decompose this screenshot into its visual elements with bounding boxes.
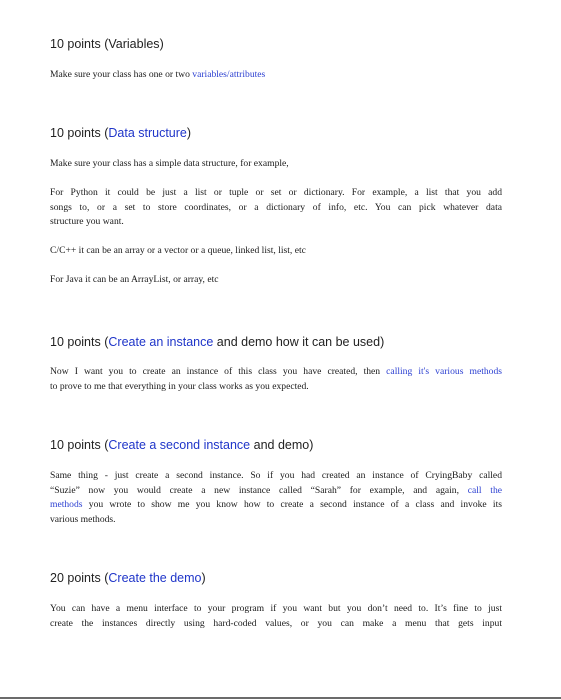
- heading-points: 10 points (: [50, 438, 109, 452]
- paragraph-text: Make sure your class has one or two: [50, 69, 193, 80]
- heading-topic: Create an instance: [108, 335, 214, 349]
- variables-attributes-link[interactable]: variables/attributes: [192, 69, 266, 80]
- heading-points: 20 points (: [50, 571, 109, 585]
- calling-methods-link[interactable]: calling it's various methods: [386, 366, 502, 377]
- paragraph-line: create the instances directly using hard-coded values, or you can make a menu that gets input: [50, 617, 502, 629]
- heading-points: 10 points (: [50, 335, 109, 349]
- paragraph-line: [50, 365, 502, 380]
- heading-suffix: ): [159, 37, 164, 51]
- paragraph-variables: [50, 68, 502, 83]
- methods-link[interactable]: methods: [50, 499, 83, 510]
- section-heading-create-demo: [50, 571, 206, 585]
- paragraph-line: songs to, or a set to store coordinates, or a dictionary of info, etc. You can pick whatever data: [50, 201, 502, 213]
- paragraph-line: to prove to me that everything in your class works as you expected.: [50, 380, 309, 392]
- heading-topic: Variables: [108, 37, 160, 51]
- heading-topic: Create a second instance: [108, 438, 251, 452]
- paragraph-line: various methods.: [50, 513, 116, 525]
- paragraph-line: You can have a menu interface to your program if you want but you don’t need to. It’s fine to just: [50, 603, 502, 614]
- paragraph-text: you wrote to show me you know how to create a second instance of a class and invoke its: [82, 499, 502, 510]
- paragraph-cpp: C/C++ it can be an array or a vector or a queue, linked list, list, etc: [50, 245, 306, 256]
- paragraph-line: For Python it could be just a list or tuple or set or dictionary. For example, a list that you add: [50, 187, 502, 198]
- paragraph-create-demo: [50, 602, 502, 631]
- heading-points: 10 points (: [50, 126, 109, 140]
- paragraph-second-instance: [50, 469, 502, 527]
- heading-suffix: and demo how it can be used): [213, 335, 385, 349]
- section-heading-data-structure: [50, 126, 191, 140]
- heading-suffix: and demo): [250, 438, 314, 452]
- section-heading-create-instance: [50, 335, 384, 349]
- call-methods-link[interactable]: call the: [467, 484, 503, 496]
- paragraph-line: [50, 484, 502, 499]
- heading-suffix: ): [186, 126, 192, 140]
- heading-topic: Data structure: [108, 126, 187, 140]
- paragraph-data-structure-intro: Make sure your class has a simple data structure, for example,: [50, 158, 289, 169]
- heading-topic: Create the demo: [108, 571, 202, 585]
- heading-points: 10 points (: [50, 37, 109, 51]
- page-bottom-edge: [0, 697, 561, 699]
- paragraph-text: Now I want you to create an instance of this class you have created, then: [50, 366, 387, 377]
- paragraph-create-instance: [50, 365, 502, 394]
- heading-suffix: ): [201, 571, 206, 585]
- paragraph-text: “Suzie” now you would create a new instance called “Sarah” for example, and again,: [50, 484, 468, 496]
- section-heading-second-instance: [50, 438, 313, 452]
- paragraph-python: [50, 186, 502, 230]
- paragraph-java: For Java it can be an ArrayList, or array, etc: [50, 274, 219, 285]
- section-heading-variables: [50, 37, 164, 51]
- paragraph-line: Same thing - just create a second instance. So if you had created an instance of CryingBaby called: [50, 470, 502, 481]
- paragraph-line: [50, 498, 502, 513]
- paragraph-line: structure you want.: [50, 216, 124, 227]
